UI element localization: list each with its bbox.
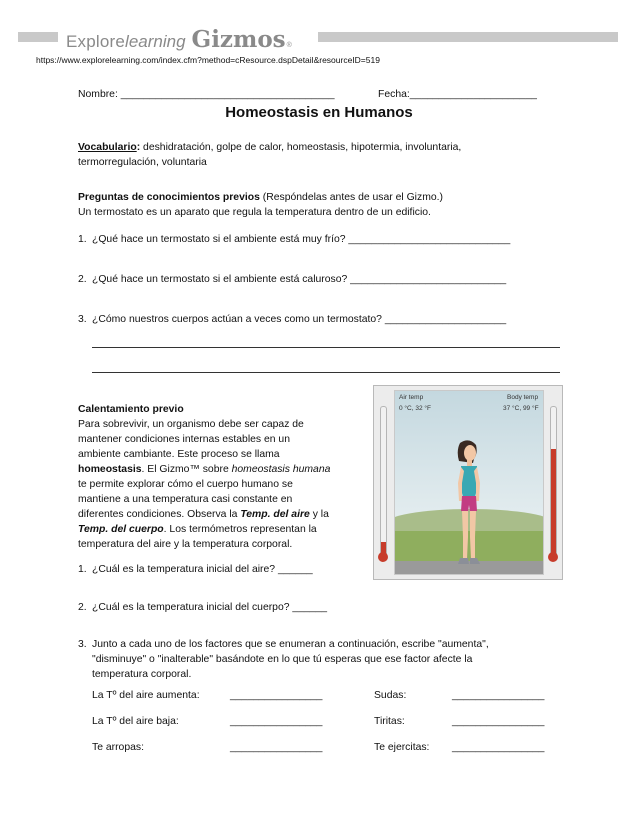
warmup-line: mantener condiciones internas estables en un bbox=[78, 434, 290, 445]
factor-label: La Tº del aire baja: bbox=[92, 716, 179, 727]
warmup-line: diferentes condiciones. Observa la Temp. del aire y la bbox=[78, 509, 329, 520]
vocab-line-2: termorregulación, voluntaria bbox=[78, 157, 207, 168]
prior-q1: ¿Qué hace un termostato si el ambiente está muy frío? ____________________________ bbox=[92, 234, 511, 245]
prior-heading: Preguntas de conocimientos previos bbox=[78, 192, 260, 203]
vocab-label: Vocabulario bbox=[78, 142, 137, 153]
warmup-line: homeostasis. El Gizmo™ sobre homeostasis humana bbox=[78, 464, 331, 475]
name-field: Nombre: _____________________________________ bbox=[78, 89, 335, 100]
vocab-line-1: Vocabulario: deshidratación, golpe de calor, homeostasis, hipotermia, involuntaria, bbox=[78, 142, 462, 153]
prior-q2-num: 2. bbox=[78, 274, 87, 285]
person-figure bbox=[443, 439, 493, 571]
answer-line bbox=[92, 347, 560, 348]
prior-q3: ¿Cómo nuestros cuerpos actúan a veces como un termostato? _____________________ bbox=[92, 314, 507, 325]
warmup-line: temperatura del aire y la temperatura corporal. bbox=[78, 539, 293, 550]
warmup-q2-num: 2. bbox=[78, 602, 87, 613]
warmup-q3-line: "disminuye" o "inalterable" basándote en lo que tú esperas que ese factor afecte la bbox=[92, 654, 473, 665]
factor-label: Tiritas: bbox=[374, 716, 405, 727]
homeostasis-term: homeostasis bbox=[78, 464, 142, 475]
air-temp-term: Temp. del aire bbox=[240, 509, 310, 520]
warmup-line: mantiene a una temperatura casi constante en bbox=[78, 494, 293, 505]
source-url: https://www.explorelearning.com/index.cfm?method=cResource.dspDetail&resourceID=519 bbox=[36, 55, 380, 65]
air-temp-value: 0 °C, 32 °F bbox=[399, 405, 431, 412]
prior-q3-num: 3. bbox=[78, 314, 87, 325]
factor-label: La Tº del aire aumenta: bbox=[92, 690, 200, 701]
factor-label: Sudas: bbox=[374, 690, 407, 701]
air-thermometer-bulb bbox=[378, 552, 388, 562]
warmup-q1: ¿Cuál es la temperatura inicial del aire? ______ bbox=[92, 564, 313, 575]
warmup-q3-line: Junto a cada uno de los factores que se enumeran a continuación, escribe "aumenta", bbox=[92, 639, 489, 650]
body-thermometer bbox=[550, 406, 557, 558]
air-thermometer bbox=[380, 406, 387, 558]
warmup-line: ambiente cambiante. Este proceso se llama bbox=[78, 449, 280, 460]
factor-label: Te arropas: bbox=[92, 742, 144, 753]
factor-blank: ________________ bbox=[452, 742, 545, 753]
warmup-line: te permite explorar cómo el cuerpo humano se bbox=[78, 479, 293, 490]
warmup-q3-num: 3. bbox=[78, 639, 87, 650]
date-field: Fecha:______________________ bbox=[378, 89, 537, 100]
explorelearning-logo: Explore learning Gizmos ® bbox=[66, 26, 292, 53]
factor-blank: ________________ bbox=[452, 690, 545, 701]
prior-intro: Un termostato es un aparato que regula la temperatura dentro de un edificio. bbox=[78, 207, 431, 218]
air-temp-label: Air temp bbox=[399, 394, 424, 401]
body-thermometer-bulb bbox=[548, 552, 558, 562]
header-stripe-right bbox=[318, 32, 618, 42]
body-temp-term: Temp. del cuerpo bbox=[78, 524, 164, 535]
gizmo-name: homeostasis humana bbox=[231, 464, 331, 475]
factor-blank: ________________ bbox=[452, 716, 545, 727]
factor-blank: ________________ bbox=[230, 742, 323, 753]
warmup-q3-line: temperatura corporal. bbox=[92, 669, 192, 680]
gizmo-screenshot bbox=[373, 385, 563, 580]
warmup-heading: Calentamiento previo bbox=[78, 404, 184, 415]
answer-line bbox=[92, 372, 560, 373]
factor-label: Te ejercitas: bbox=[374, 742, 430, 753]
factor-blank: ________________ bbox=[230, 716, 323, 727]
header-stripe-left bbox=[18, 32, 58, 42]
warmup-q1-num: 1. bbox=[78, 564, 87, 575]
prior-q2: ¿Qué hace un termostato si el ambiente está caluroso? ___________________________ bbox=[92, 274, 507, 285]
body-thermometer-fill bbox=[551, 449, 556, 557]
page-title: Homeostasis en Humanos bbox=[225, 104, 413, 121]
factor-blank: ________________ bbox=[230, 690, 323, 701]
gizmo-scene bbox=[394, 390, 544, 575]
warmup-line: Para sobrevivir, un organismo debe ser capaz de bbox=[78, 419, 304, 430]
prior-heading-line: Preguntas de conocimientos previos (Respóndelas antes de usar el Gizmo.) bbox=[78, 192, 443, 203]
body-temp-label: Body temp bbox=[507, 394, 539, 401]
warmup-q2: ¿Cuál es la temperatura inicial del cuerpo? ______ bbox=[92, 602, 328, 613]
warmup-line: Temp. del cuerpo. Los termómetros representan la bbox=[78, 524, 317, 535]
body-temp-value: 37 °C, 99 °F bbox=[503, 405, 539, 412]
prior-q1-num: 1. bbox=[78, 234, 87, 245]
